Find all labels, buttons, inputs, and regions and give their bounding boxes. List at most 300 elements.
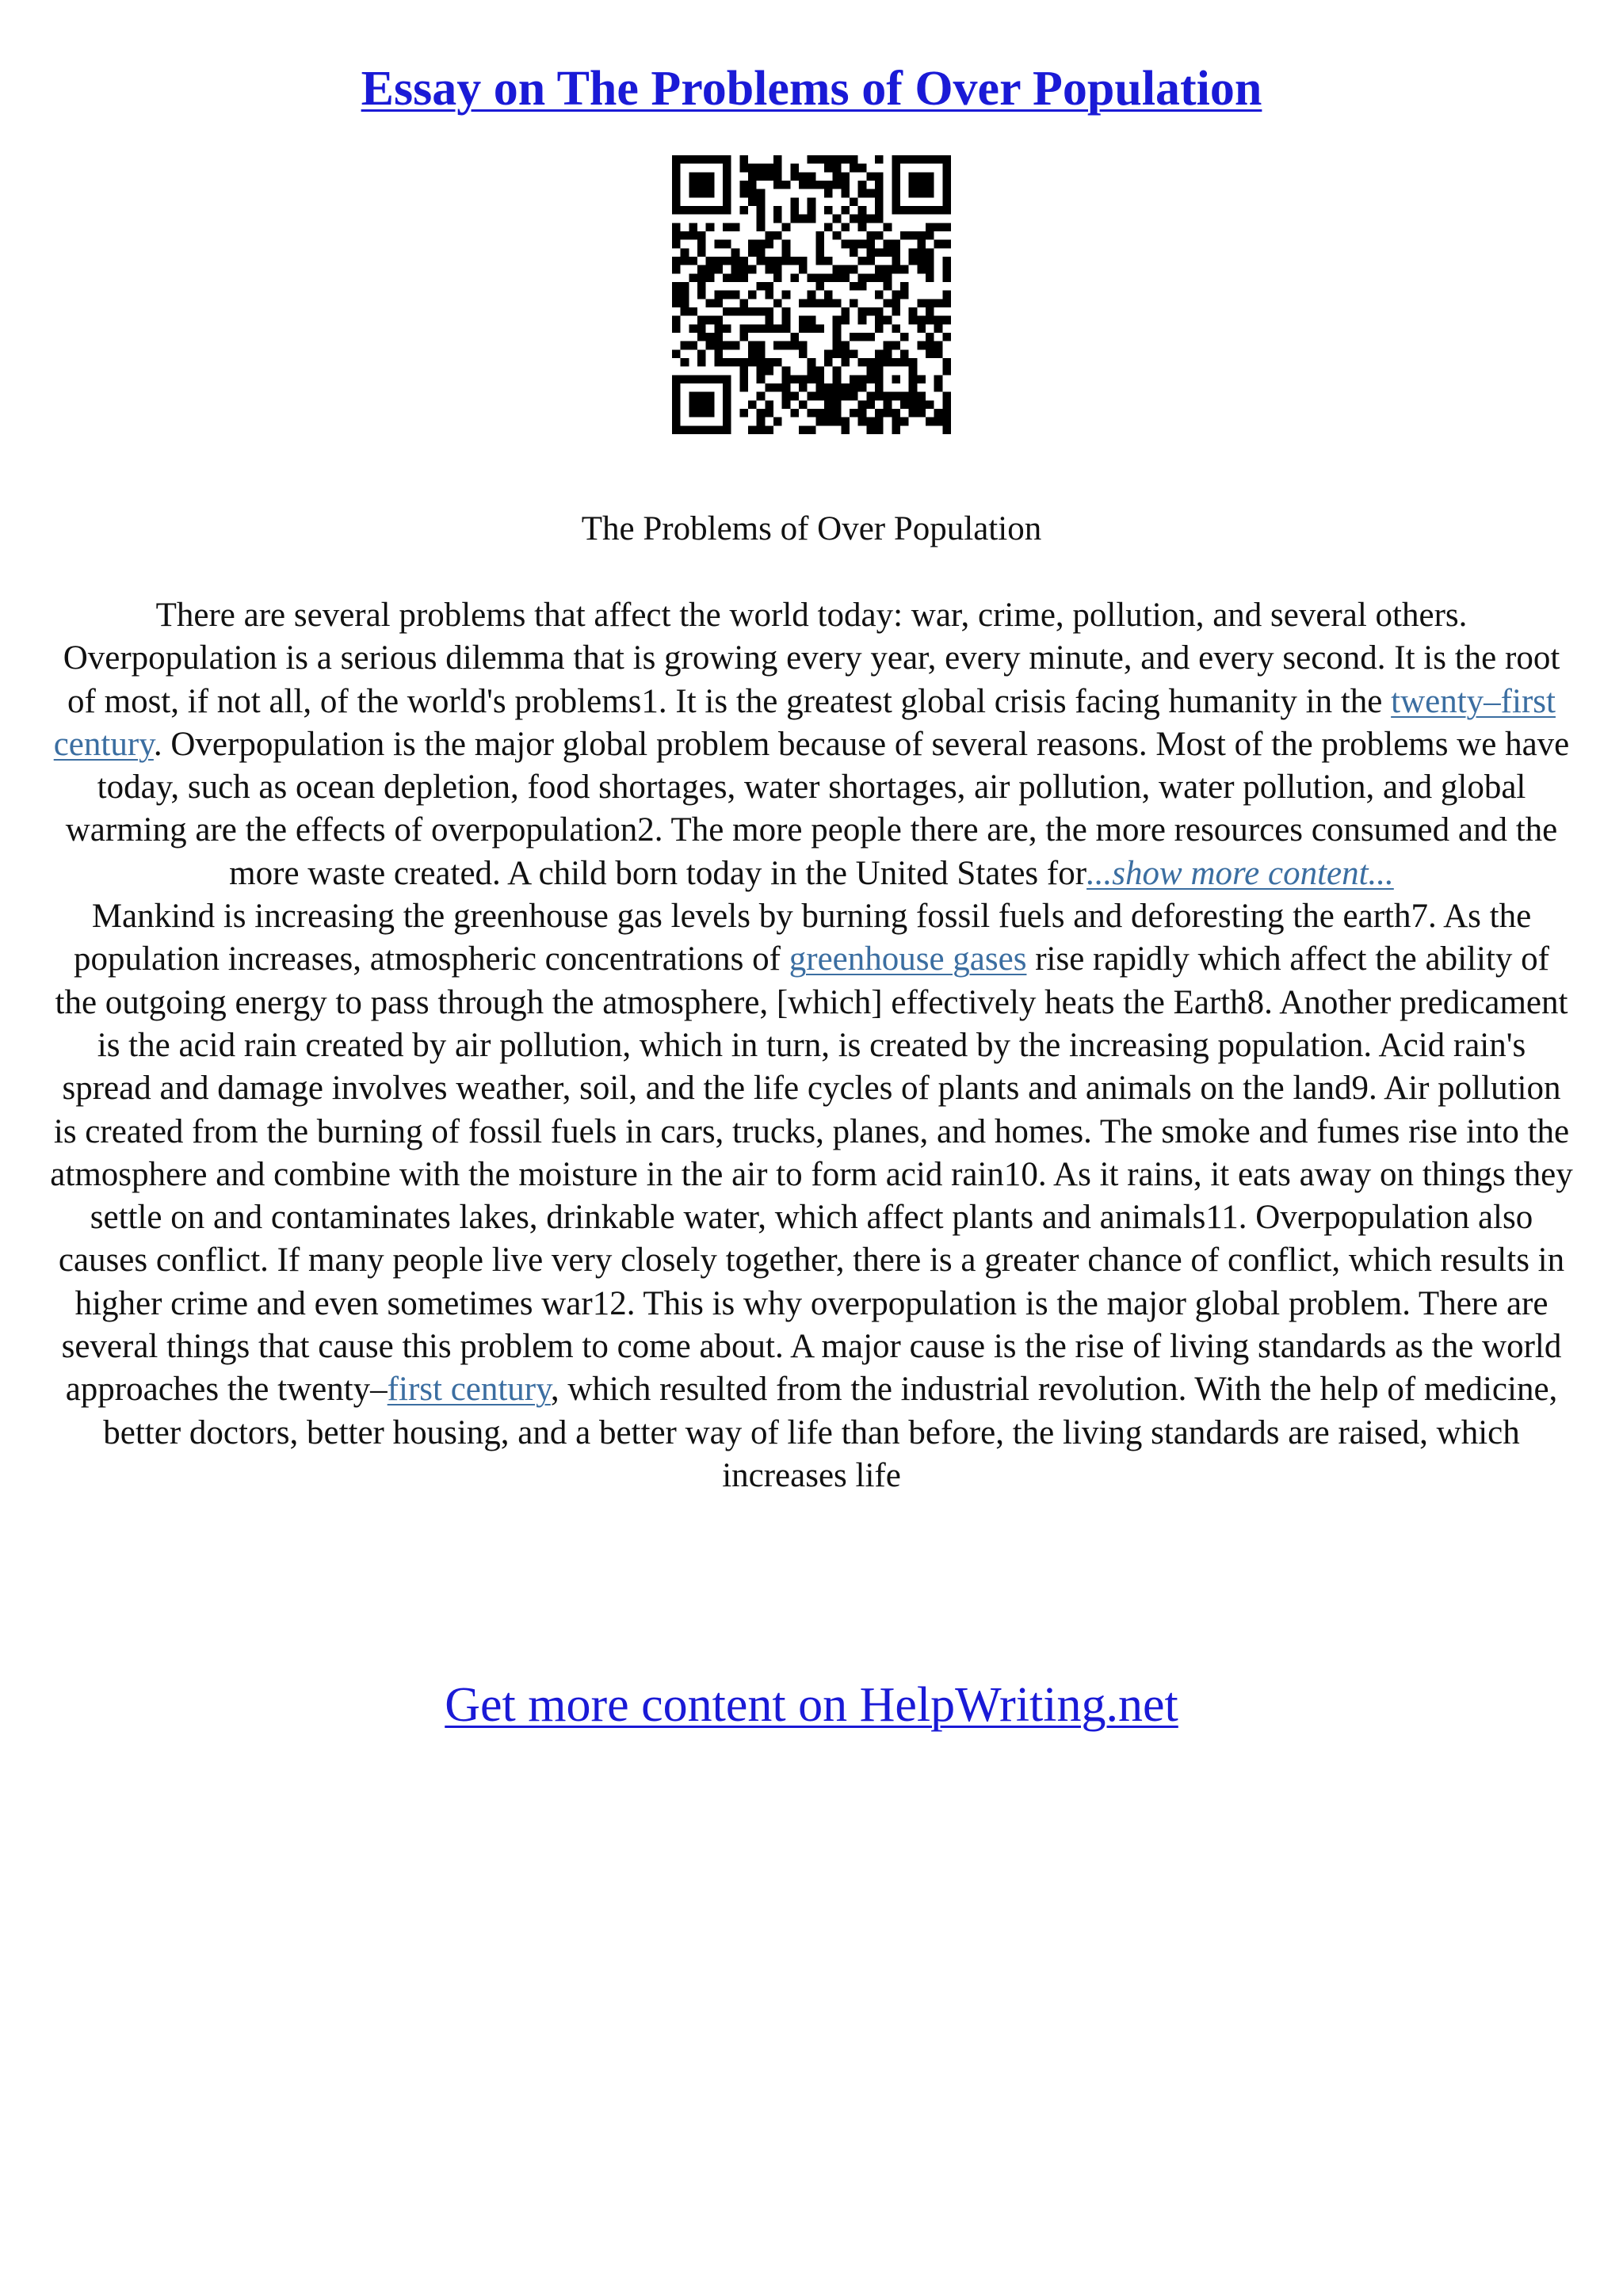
qr-module — [681, 248, 689, 257]
qr-module — [672, 409, 681, 418]
qr-module — [757, 307, 766, 316]
qr-module — [833, 172, 842, 181]
qr-module — [850, 282, 858, 291]
qr-module — [723, 375, 731, 383]
qr-module — [706, 409, 715, 418]
qr-module — [757, 349, 766, 358]
qr-module — [875, 273, 884, 282]
qr-module — [824, 273, 833, 282]
qr-module — [706, 273, 715, 282]
qr-module — [808, 324, 816, 333]
qr-module — [833, 383, 842, 392]
qr-module — [808, 291, 816, 299]
qr-module — [909, 172, 918, 181]
qr-module — [866, 358, 875, 367]
qr-module — [706, 265, 715, 274]
qr-module — [808, 367, 816, 376]
qr-module — [689, 425, 697, 434]
qr-module — [697, 206, 706, 215]
greenhouse-gases-link[interactable]: greenhouse gases — [789, 940, 1027, 978]
qr-module — [875, 367, 884, 376]
qr-module — [926, 265, 934, 274]
qr-module — [773, 257, 782, 265]
qr-module — [942, 240, 951, 249]
qr-module — [917, 257, 926, 265]
qr-module — [926, 206, 934, 215]
qr-module — [706, 316, 715, 325]
qr-module — [875, 425, 884, 434]
qr-module — [697, 155, 706, 164]
qr-module — [934, 375, 943, 383]
qr-module — [697, 349, 706, 358]
qr-module — [866, 248, 875, 257]
qr-module — [815, 282, 824, 291]
qr-module — [723, 172, 731, 181]
qr-module — [866, 400, 875, 409]
paragraph-1-text-a: There are several problems that affect the world today: war, crime, pollution, and several others. Overpopulation is a serious dilemma that is growing every year, every minute, and every second. It is the root of most, if not all, of the world's problems1. It is the greatest global crisis facing humanity in the — [63, 597, 1560, 720]
qr-module — [833, 333, 842, 341]
qr-module — [815, 324, 824, 333]
qr-module — [841, 240, 850, 249]
essay-title — [0, 57, 1623, 120]
qr-module — [824, 181, 833, 189]
qr-module — [773, 299, 782, 307]
qr-module — [926, 400, 934, 409]
show-more-link[interactable]: ...show more content... — [1086, 854, 1394, 892]
qr-module — [926, 231, 934, 240]
qr-module — [714, 257, 723, 265]
qr-module — [934, 316, 943, 325]
paragraph-2-text-b: rise rapidly which affect the ability of the outgoing energy to pass through the atmosphere, [which] effectively heats the Earth8. Another predicament is the acid rain created by air pollution, which in turn, is created by the increasing population. Acid rain's spread and damage involves weather, soil, and the life cycles of plants and animals on the land9. Air pollution is created from the burning of fossil fuels in cars, trucks, planes, and homes. The smoke and fumes rise into the atmosphere and combine with the moisture in the air to form acid rain10. As it rains, it eats away on things they settle on and contaminates lakes, drinkable water, which affect plants and animals11. Overpopulation also causes conflict. If many people live very closely together, there is a greater chance of conflict, which results in higher crime and even sometimes war12. This is why overpopulation is the major global problem. There are several things that cause this problem to come about. A major cause is the rise of living standards as the world approaches the twenty– — [50, 940, 1573, 1409]
qr-module — [714, 324, 723, 333]
qr-module — [731, 257, 740, 265]
qr-module — [815, 240, 824, 249]
qr-module — [884, 409, 892, 418]
qr-module — [917, 375, 926, 383]
qr-module — [765, 324, 773, 333]
qr-module — [714, 375, 723, 383]
qr-module — [723, 206, 731, 215]
footer — [0, 1673, 1623, 1737]
qr-module — [875, 418, 884, 426]
qr-module — [697, 189, 706, 198]
qr-module — [689, 223, 697, 231]
qr-module — [748, 425, 757, 434]
qr-module — [808, 409, 816, 418]
qr-module — [731, 307, 740, 316]
qr-module — [900, 333, 909, 341]
qr-module — [917, 299, 926, 307]
qr-module — [799, 375, 808, 383]
qr-module — [672, 231, 681, 240]
qr-module — [858, 164, 867, 173]
qr-module — [681, 282, 689, 291]
qr-module — [875, 383, 884, 392]
qr-module — [714, 425, 723, 434]
qr-module — [833, 316, 842, 325]
qr-module — [689, 307, 697, 316]
qr-module — [739, 257, 748, 265]
qr-module — [739, 299, 748, 307]
qr-module — [917, 324, 926, 333]
qr-module — [875, 172, 884, 181]
qr-module — [866, 375, 875, 383]
qr-module — [748, 248, 757, 257]
qr-module — [917, 409, 926, 418]
qr-module — [672, 324, 681, 333]
qr-module — [850, 409, 858, 418]
qr-module — [757, 358, 766, 367]
qr-module — [706, 181, 715, 189]
qr-module — [917, 240, 926, 249]
qr-module — [926, 307, 934, 316]
qr-module — [942, 316, 951, 325]
qr-module — [858, 215, 867, 223]
qr-module — [757, 197, 766, 206]
qr-module — [689, 181, 697, 189]
qr-module — [697, 273, 706, 282]
qr-module — [892, 189, 900, 198]
qr-module — [833, 164, 842, 173]
qr-module — [875, 265, 884, 274]
qr-module — [782, 392, 791, 401]
qr-module — [884, 265, 892, 274]
qr-module — [723, 425, 731, 434]
qr-module — [942, 367, 951, 376]
qr-module — [757, 341, 766, 350]
qr-module — [833, 324, 842, 333]
qr-module — [808, 206, 816, 215]
qr-module — [748, 400, 757, 409]
qr-module — [884, 341, 892, 350]
qr-module — [841, 341, 850, 350]
qr-module — [934, 341, 943, 350]
qr-module — [841, 172, 850, 181]
paragraph-2-text-a: Mankind is increasing the greenhouse gas levels by burning fossil fuels and deforesting the earth7. As the population increases, atmospheric concentrations of — [74, 898, 1532, 978]
qr-module — [942, 206, 951, 215]
qr-module — [875, 181, 884, 189]
qr-module — [773, 358, 782, 367]
qr-module — [833, 375, 842, 383]
qr-module — [900, 349, 909, 358]
qr-module — [773, 164, 782, 173]
qr-module — [697, 392, 706, 401]
qr-module — [672, 240, 681, 249]
qr-module — [723, 240, 731, 249]
qr-module — [850, 248, 858, 257]
qr-module — [782, 291, 791, 299]
qr-module — [748, 349, 757, 358]
qr-module — [934, 223, 943, 231]
qr-module — [739, 383, 748, 392]
qr-module — [884, 282, 892, 291]
qr-module — [866, 425, 875, 434]
qr-module — [672, 257, 681, 265]
qr-module — [808, 316, 816, 325]
qr-module — [926, 273, 934, 282]
essay-title-link[interactable]: Essay on The Problems of Over Population — [361, 62, 1262, 116]
qr-module — [697, 282, 706, 291]
qr-module — [841, 307, 850, 316]
qr-module — [909, 231, 918, 240]
qr-module — [917, 155, 926, 164]
qr-module — [790, 197, 799, 206]
qr-module — [672, 375, 681, 383]
qr-module — [850, 333, 858, 341]
qr-module — [714, 349, 723, 358]
qr-module — [808, 375, 816, 383]
qr-module — [866, 240, 875, 249]
qr-module — [942, 181, 951, 189]
qr-module — [833, 155, 842, 164]
helpwriting-link[interactable]: Get more content on HelpWriting.net — [445, 1678, 1178, 1732]
qr-module — [900, 418, 909, 426]
qr-module — [706, 155, 715, 164]
qr-module — [858, 316, 867, 325]
qr-module — [723, 257, 731, 265]
qr-module — [884, 299, 892, 307]
twenty-first-century-link[interactable]: twenty–first century — [53, 682, 1556, 763]
qr-module — [739, 189, 748, 198]
qr-module — [773, 418, 782, 426]
qr-module — [833, 265, 842, 274]
essay-body — [49, 594, 1574, 1497]
qr-module — [926, 299, 934, 307]
qr-module — [765, 291, 773, 299]
qr-module — [681, 307, 689, 316]
qr-module — [875, 324, 884, 333]
qr-module — [799, 400, 808, 409]
qr-module — [833, 418, 842, 426]
qr-module — [739, 164, 748, 173]
qr-module — [866, 257, 875, 265]
qr-module — [900, 265, 909, 274]
qr-module — [841, 155, 850, 164]
qr-module — [841, 206, 850, 215]
qr-module — [892, 248, 900, 257]
qr-module — [739, 265, 748, 274]
qr-module — [773, 273, 782, 282]
qr-module — [917, 172, 926, 181]
qr-module — [790, 273, 799, 282]
qr-module — [866, 333, 875, 341]
qr-module — [824, 291, 833, 299]
qr-module — [782, 248, 791, 257]
qr-module — [672, 164, 681, 173]
qr-module — [731, 223, 740, 231]
qr-module — [808, 273, 816, 282]
qr-module — [892, 299, 900, 307]
qr-module — [858, 257, 867, 265]
qr-module — [723, 223, 731, 231]
qr-module — [757, 392, 766, 401]
qr-module — [858, 181, 867, 189]
qr-module — [672, 155, 681, 164]
qr-module — [672, 418, 681, 426]
qr-module — [875, 316, 884, 325]
qr-module — [892, 418, 900, 426]
qr-module — [790, 164, 799, 173]
qr-module — [681, 206, 689, 215]
qr-module — [926, 248, 934, 257]
qr-module — [748, 197, 757, 206]
qr-module — [900, 392, 909, 401]
qr-module — [824, 155, 833, 164]
qr-module — [833, 349, 842, 358]
qr-module — [706, 189, 715, 198]
qr-module — [909, 257, 918, 265]
qr-module — [706, 206, 715, 215]
qr-module — [757, 240, 766, 249]
qr-module — [808, 215, 816, 223]
qr-module — [815, 248, 824, 257]
qr-module — [900, 282, 909, 291]
qr-module — [934, 155, 943, 164]
qr-module — [757, 375, 766, 383]
qr-module — [841, 273, 850, 282]
qr-module — [884, 358, 892, 367]
qr-module — [714, 333, 723, 341]
qr-module — [824, 206, 833, 215]
qr-module — [909, 409, 918, 418]
qr-module — [731, 291, 740, 299]
qr-module — [672, 197, 681, 206]
qr-module — [782, 316, 791, 325]
qr-module — [815, 367, 824, 376]
qr-module — [672, 349, 681, 358]
qr-module — [942, 333, 951, 341]
qr-module — [765, 282, 773, 291]
qr-module — [782, 383, 791, 392]
qr-module — [672, 425, 681, 434]
qr-module — [765, 164, 773, 173]
qr-module — [850, 383, 858, 392]
qr-module — [942, 392, 951, 401]
qr-module — [942, 189, 951, 198]
qr-module — [714, 240, 723, 249]
qr-module — [782, 367, 791, 376]
qr-module — [697, 358, 706, 367]
qr-module — [892, 206, 900, 215]
qr-module — [808, 197, 816, 206]
qr-module — [672, 299, 681, 307]
qr-module — [723, 418, 731, 426]
qr-module — [723, 358, 731, 367]
qr-module — [765, 409, 773, 418]
qr-module — [697, 425, 706, 434]
qr-module — [833, 273, 842, 282]
qr-module — [850, 164, 858, 173]
qr-module — [858, 307, 867, 316]
qr-module — [926, 223, 934, 231]
qr-module — [808, 425, 816, 434]
qr-module — [672, 206, 681, 215]
qr-module — [773, 155, 782, 164]
qr-module — [697, 265, 706, 274]
qr-module — [942, 299, 951, 307]
qr-module — [942, 418, 951, 426]
qr-module — [833, 392, 842, 401]
qr-module — [757, 215, 766, 223]
qr-module — [689, 189, 697, 198]
qr-module — [757, 206, 766, 215]
qr-module — [841, 383, 850, 392]
qr-module — [731, 273, 740, 282]
qr-module — [942, 409, 951, 418]
qr-module — [892, 240, 900, 249]
qr-module — [892, 265, 900, 274]
qr-module — [850, 392, 858, 401]
qr-module — [748, 181, 757, 189]
qr-module — [815, 409, 824, 418]
qr-module — [689, 324, 697, 333]
qr-module — [900, 155, 909, 164]
qr-module — [892, 291, 900, 299]
qr-module — [909, 358, 918, 367]
qr-module — [748, 189, 757, 198]
qr-module — [773, 324, 782, 333]
qr-module — [909, 248, 918, 257]
first-century-link[interactable]: first century — [387, 1371, 551, 1409]
qr-module — [909, 400, 918, 409]
qr-module — [815, 383, 824, 392]
qr-module — [892, 155, 900, 164]
qr-module — [697, 324, 706, 333]
qr-module — [858, 333, 867, 341]
qr-module — [824, 349, 833, 358]
qr-module — [824, 299, 833, 307]
qr-module — [892, 172, 900, 181]
qr-module — [815, 257, 824, 265]
paragraph-1 — [49, 594, 1574, 895]
qr-module — [765, 240, 773, 249]
qr-module — [815, 273, 824, 282]
qr-module — [875, 375, 884, 383]
qr-module — [892, 409, 900, 418]
qr-module — [689, 273, 697, 282]
qr-module — [799, 341, 808, 350]
qr-module — [714, 341, 723, 350]
qr-module — [833, 367, 842, 376]
qr-module — [706, 400, 715, 409]
qr-module — [765, 257, 773, 265]
qr-module — [739, 367, 748, 376]
qr-module — [824, 383, 833, 392]
qr-module — [900, 291, 909, 299]
qr-module — [681, 155, 689, 164]
qr-module — [723, 392, 731, 401]
qr-module — [773, 206, 782, 215]
qr-module — [926, 349, 934, 358]
qr-module — [689, 392, 697, 401]
qr-module — [892, 324, 900, 333]
qr-module — [790, 341, 799, 350]
qr-module — [773, 231, 782, 240]
qr-module — [909, 155, 918, 164]
qr-module — [926, 181, 934, 189]
paragraph-1-text-b: . Overpopulation is the major global problem because of several reasons. Most of the problems we have today, such as ocean depletion, food shortages, water shortages, air pollution, water pollution, and global warming are the effects of overpopulation2. The more people there are, the more resources consumed and the more waste created. A child born today in the United States for — [65, 725, 1570, 892]
qr-module — [697, 231, 706, 240]
qr-module — [866, 418, 875, 426]
qr-module — [841, 189, 850, 198]
qr-module — [681, 375, 689, 383]
qr-module — [841, 316, 850, 325]
qr-module — [875, 358, 884, 367]
qr-module — [790, 375, 799, 383]
qr-module — [841, 392, 850, 401]
qr-module — [714, 299, 723, 307]
qr-module — [723, 164, 731, 173]
